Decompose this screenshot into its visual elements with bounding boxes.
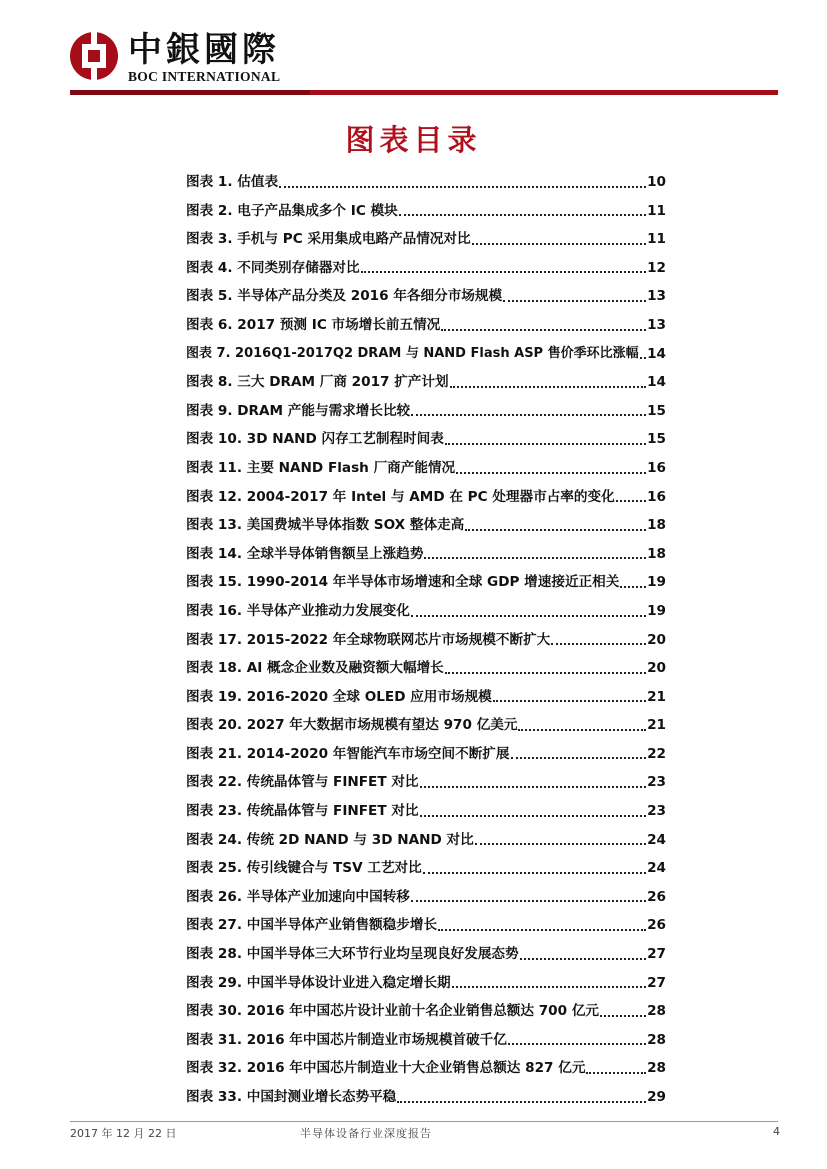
toc-entry-label[interactable]: 图表 30. 2016 年中国芯片设计业前十名企业销售总额达 700 亿元: [186, 1003, 600, 1020]
toc-entry-label[interactable]: 图表 4. 不同类别存储器对比: [186, 259, 360, 276]
toc-leader-dots: [423, 871, 646, 874]
toc-entry[interactable]: [186, 340, 666, 369]
toc-leader-dots: [465, 528, 646, 531]
toc-entry[interactable]: [186, 397, 666, 426]
toc-leader-dots: [445, 671, 646, 674]
toc-entry-page[interactable]: 24: [647, 860, 666, 877]
toc-entry[interactable]: [186, 826, 666, 855]
toc-entry-label[interactable]: 图表 29. 中国半导体设计业进入稳定增长期: [186, 974, 451, 991]
toc-entry[interactable]: [186, 597, 666, 626]
toc-leader-dots: [420, 785, 647, 788]
toc-entry-page[interactable]: 10: [647, 174, 666, 190]
toc-entry-label[interactable]: 图表 32. 2016 年中国芯片制造业十大企业销售总额达 827 亿元: [186, 1060, 586, 1077]
toc-entry-page[interactable]: 18: [647, 545, 666, 562]
toc-entry-label[interactable]: 图表 18. AI 概念企业数及融资额大幅增长: [186, 660, 444, 677]
toc-leader-dots: [361, 270, 646, 273]
toc-entry-page[interactable]: 20: [647, 660, 666, 677]
toc-entry[interactable]: [186, 568, 666, 597]
logo-english-name: BOC INTERNATIONAL: [128, 69, 281, 84]
toc-entry-page[interactable]: 20: [647, 631, 666, 648]
toc-entry[interactable]: [186, 626, 666, 655]
toc-entry[interactable]: [186, 225, 666, 254]
toc-entry[interactable]: [186, 483, 666, 512]
toc-leader-dots: [411, 899, 646, 902]
toc-entry-label[interactable]: 图表 6. 2017 预测 IC 市场增长前五情况: [186, 316, 441, 333]
toc-entry[interactable]: [186, 540, 666, 569]
toc-entry-label[interactable]: 图表 26. 半导体产业加速向中国转移: [186, 888, 410, 905]
toc-entry-label[interactable]: 图表 17. 2015-2022 年全球物联网芯片市场规模不断扩大: [186, 631, 551, 648]
toc-entry-page[interactable]: 26: [647, 917, 666, 934]
toc-entry-label[interactable]: 图表 2. 电子产品集成多个 IC 模块: [186, 202, 398, 219]
toc-entry-label[interactable]: 图表 25. 传引线键合与 TSV 工艺对比: [186, 860, 422, 877]
toc-leader-dots: [616, 499, 646, 502]
toc-entry-page[interactable]: 15: [647, 431, 666, 448]
toc-entry[interactable]: [186, 797, 666, 826]
toc-leader-dots: [520, 957, 646, 960]
toc-entry[interactable]: [186, 1083, 666, 1112]
toc-leader-dots: [450, 385, 646, 388]
toc-entry[interactable]: [186, 854, 666, 883]
toc-entry-label[interactable]: 图表 13. 美国费城半导体指数 SOX 整体走高: [186, 517, 465, 534]
toc-entry[interactable]: [186, 454, 666, 483]
toc-entry-label[interactable]: 图表 8. 三大 DRAM 厂商 2017 扩产计划: [186, 374, 449, 391]
toc-leader-dots: [441, 328, 646, 331]
toc-leader-dots: [518, 728, 646, 731]
footer-page-number: 4: [773, 1125, 780, 1138]
toc-entry-page[interactable]: 16: [647, 459, 666, 476]
toc-leader-dots: [620, 585, 646, 588]
toc-entry[interactable]: [186, 511, 666, 540]
toc-leader-dots: [411, 413, 646, 416]
toc-entry[interactable]: [186, 168, 666, 197]
logo-chinese-name: 中銀國際: [128, 30, 280, 70]
toc-leader-dots: [551, 642, 646, 645]
toc-entry-label[interactable]: 图表 1. 估值表: [186, 174, 279, 190]
toc-entry-page[interactable]: 27: [647, 974, 666, 991]
toc-entry[interactable]: [186, 740, 666, 769]
toc-entry[interactable]: [186, 425, 666, 454]
toc-leader-dots: [511, 756, 647, 759]
toc-entry[interactable]: [186, 711, 666, 740]
toc-entry-page[interactable]: 26: [647, 888, 666, 905]
toc-entry-page[interactable]: 22: [647, 745, 666, 762]
toc-leader-dots: [452, 985, 646, 988]
footer-report-title: 半导体设备行业深度报告: [300, 1127, 432, 1140]
toc-entry-label[interactable]: 图表 11. 主要 NAND Flash 厂商产能情况: [186, 459, 456, 476]
toc-entry-page[interactable]: 29: [647, 1089, 666, 1105]
toc-leader-dots: [399, 213, 646, 216]
toc-entry-label[interactable]: 图表 15. 1990-2014 年半导体市场增速和全球 GDP 增速接近正相关: [186, 574, 620, 591]
toc-entry-label[interactable]: 图表 21. 2014-2020 年智能汽车市场空间不断扩展: [186, 745, 510, 762]
toc-entry-label[interactable]: 图表 19. 2016-2020 全球 OLED 应用市场规模: [186, 688, 492, 705]
toc-entry[interactable]: [186, 1054, 666, 1083]
toc-entry-label[interactable]: 图表 9. DRAM 产能与需求增长比较: [186, 402, 411, 419]
toc-entry-page[interactable]: 13: [647, 316, 666, 333]
toc-entry-page[interactable]: 28: [647, 1003, 666, 1020]
toc-entry-page[interactable]: 18: [647, 517, 666, 534]
toc-entry-label[interactable]: 图表 16. 半导体产业推动力发展变化: [186, 602, 410, 619]
toc-entry-label[interactable]: 图表 14. 全球半导体销售额呈上涨趋势: [186, 545, 424, 562]
toc-leader-dots: [640, 356, 646, 359]
toc-entry-label[interactable]: 图表 10. 3D NAND 闪存工艺制程时间表: [186, 431, 444, 448]
toc-entry-label[interactable]: 图表 27. 中国半导体产业销售额稳步增长: [186, 917, 438, 934]
toc-entry-page[interactable]: 28: [647, 1031, 666, 1048]
toc-entry-page[interactable]: 23: [647, 774, 666, 791]
toc-entry-label[interactable]: 图表 20. 2027 年大数据市场规模有望达 970 亿美元: [186, 717, 518, 734]
toc-leader-dots: [503, 299, 646, 302]
toc-leader-dots: [586, 1071, 646, 1074]
toc-entry[interactable]: [186, 911, 666, 940]
toc-leader-dots: [424, 556, 646, 559]
toc-entry[interactable]: [186, 969, 666, 998]
toc-entry-page[interactable]: 13: [647, 288, 666, 305]
toc-entry[interactable]: [186, 254, 666, 283]
toc-leader-dots: [508, 1042, 646, 1045]
footer-rule: [70, 1121, 778, 1122]
toc-entry-label[interactable]: 图表 22. 传统晶体管与 FINFET 对比: [186, 774, 419, 791]
toc-entry-page[interactable]: 24: [647, 831, 666, 848]
toc-entry-page[interactable]: 21: [647, 688, 666, 705]
toc-entry[interactable]: [186, 997, 666, 1026]
toc-entry[interactable]: [186, 883, 666, 912]
toc-entry-label[interactable]: 图表 31. 2016 年中国芯片制造业市场规模首破千亿: [186, 1031, 507, 1048]
toc-entry[interactable]: [186, 940, 666, 969]
toc-entry[interactable]: [186, 311, 666, 340]
toc-leader-dots: [472, 242, 646, 245]
toc-entry[interactable]: [186, 768, 666, 797]
toc-entry-page[interactable]: 19: [647, 574, 666, 591]
toc-entry-page[interactable]: 15: [647, 402, 666, 419]
toc-entry-label[interactable]: 图表 5. 半导体产品分类及 2016 年各细分市场规模: [186, 288, 503, 305]
toc-entry[interactable]: [186, 683, 666, 712]
boc-logo-icon: [68, 30, 120, 82]
toc-leader-dots: [456, 471, 646, 474]
toc-entry-page[interactable]: 27: [647, 946, 666, 963]
toc-leader-dots: [475, 842, 646, 845]
toc-entry[interactable]: [186, 368, 666, 397]
toc-entry-page[interactable]: 14: [647, 374, 666, 391]
toc-leader-dots: [438, 928, 646, 931]
toc-entry-label[interactable]: 图表 33. 中国封测业增长态势平稳: [186, 1089, 397, 1105]
toc-entry-page[interactable]: 23: [647, 803, 666, 820]
toc-entry-page[interactable]: 12: [647, 259, 666, 276]
toc-entry[interactable]: [186, 1026, 666, 1055]
toc-leader-dots: [445, 442, 646, 445]
toc-entry-page[interactable]: 14: [647, 345, 666, 362]
toc-entry[interactable]: [186, 197, 666, 226]
toc-entry-page[interactable]: 16: [647, 488, 666, 505]
toc-entry-label[interactable]: 图表 28. 中国半导体三大环节行业均呈现良好发展态势: [186, 946, 519, 963]
toc-entry[interactable]: [186, 282, 666, 311]
footer-date: 2017 年 12 月 22 日: [70, 1127, 177, 1140]
toc-entry-label[interactable]: 图表 12. 2004-2017 年 Intel 与 AMD 在 PC 处理器市占率的变化: [186, 488, 615, 505]
header-rule-accent: [70, 90, 310, 95]
toc-leader-dots: [600, 1014, 646, 1017]
toc-leader-dots: [411, 614, 646, 617]
page-title: 图表目录: [345, 123, 482, 157]
toc-entry-page[interactable]: 28: [647, 1060, 666, 1077]
toc-entry-page[interactable]: 21: [647, 717, 666, 734]
toc-entry-label[interactable]: 图表 24. 传统 2D NAND 与 3D NAND 对比: [186, 831, 474, 848]
toc-entry-page[interactable]: 19: [647, 602, 666, 619]
toc-entry-label[interactable]: 图表 3. 手机与 PC 采用集成电路产品情况对比: [186, 231, 471, 248]
toc-leader-dots: [397, 1100, 646, 1103]
toc-entry-page[interactable]: 11: [647, 202, 666, 219]
toc-leader-dots: [420, 814, 647, 817]
toc-entry-label[interactable]: 图表 7. 2016Q1-2017Q2 DRAM 与 NAND Flash ASP 售价季环比涨幅: [186, 345, 639, 361]
toc-leader-dots: [279, 185, 646, 188]
toc-leader-dots: [493, 699, 646, 702]
toc-entry-label[interactable]: 图表 23. 传统晶体管与 FINFET 对比: [186, 803, 419, 820]
table-of-figures: [186, 168, 666, 1112]
toc-entry[interactable]: [186, 654, 666, 683]
toc-entry-page[interactable]: 11: [647, 231, 666, 248]
